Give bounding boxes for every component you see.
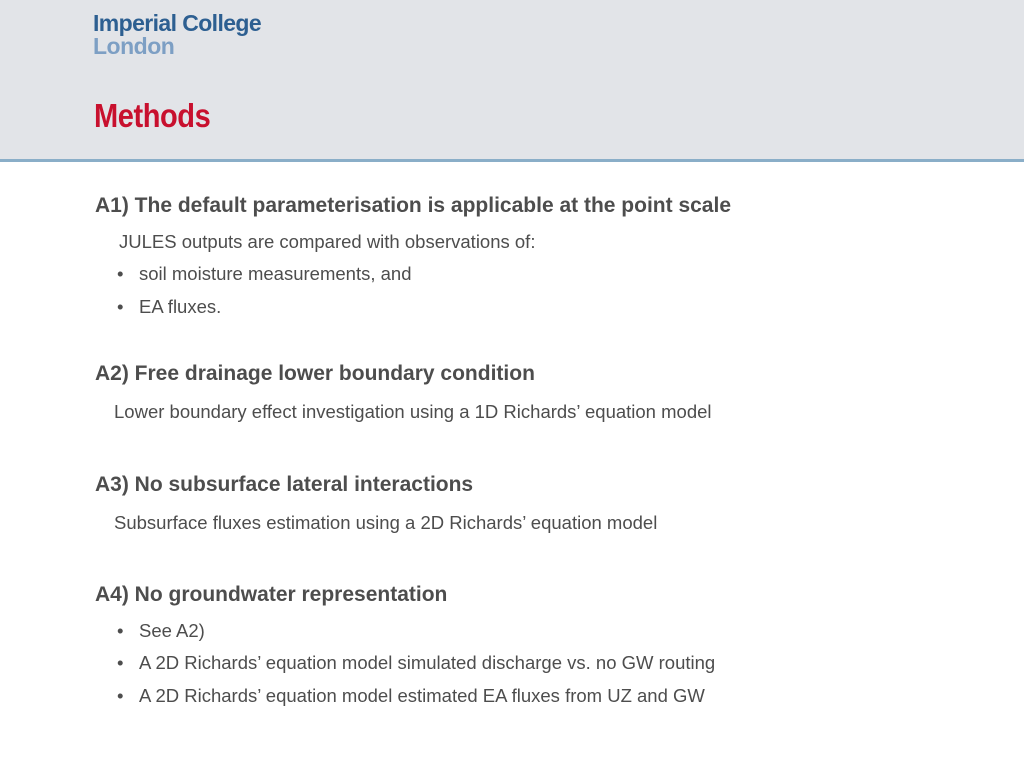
section-a1-bullet [117, 296, 221, 318]
slide-header [0, 0, 1024, 162]
logo-line-2: London [93, 33, 175, 59]
bullet-glyph: • [117, 685, 124, 706]
section-a3-text: Subsurface fluxes estimation using a 2D Richards’ equation model [114, 512, 658, 533]
section-a4-heading: A4) No groundwater representation [95, 583, 448, 606]
section-a4-bullet [117, 620, 205, 642]
section-a1-text: JULES outputs are compared with observations of: [119, 231, 536, 252]
bullet-glyph: • [117, 620, 124, 641]
bullet-glyph: • [117, 652, 124, 673]
logo-line-1: Imperial College [93, 10, 262, 36]
bullet-text: A 2D Richards’ equation model simulated discharge vs. no GW routing [139, 652, 716, 673]
bullet-glyph: • [117, 263, 124, 284]
section-a1-heading: A1) The default parameterisation is applicable at the point scale [95, 194, 731, 217]
bullet-glyph: • [117, 296, 124, 317]
slide-title: Methods [94, 97, 211, 134]
section-a1-bullet [117, 263, 411, 285]
section-a2-heading: A2) Free drainage lower boundary condition [95, 362, 535, 385]
section-a2-text: Lower boundary effect investigation using a 1D Richards’ equation model [114, 401, 712, 422]
bullet-text: A 2D Richards’ equation model estimated EA fluxes from UZ and GW [139, 685, 705, 706]
section-a4-bullet [117, 652, 715, 674]
imperial-college-logo [93, 12, 261, 58]
bullet-text: EA fluxes. [139, 296, 222, 317]
section-a3-heading: A3) No subsurface lateral interactions [95, 473, 474, 496]
bullet-text: soil moisture measurements, and [139, 263, 412, 284]
bullet-text: See A2) [139, 620, 205, 641]
section-a4-bullet [117, 685, 705, 707]
